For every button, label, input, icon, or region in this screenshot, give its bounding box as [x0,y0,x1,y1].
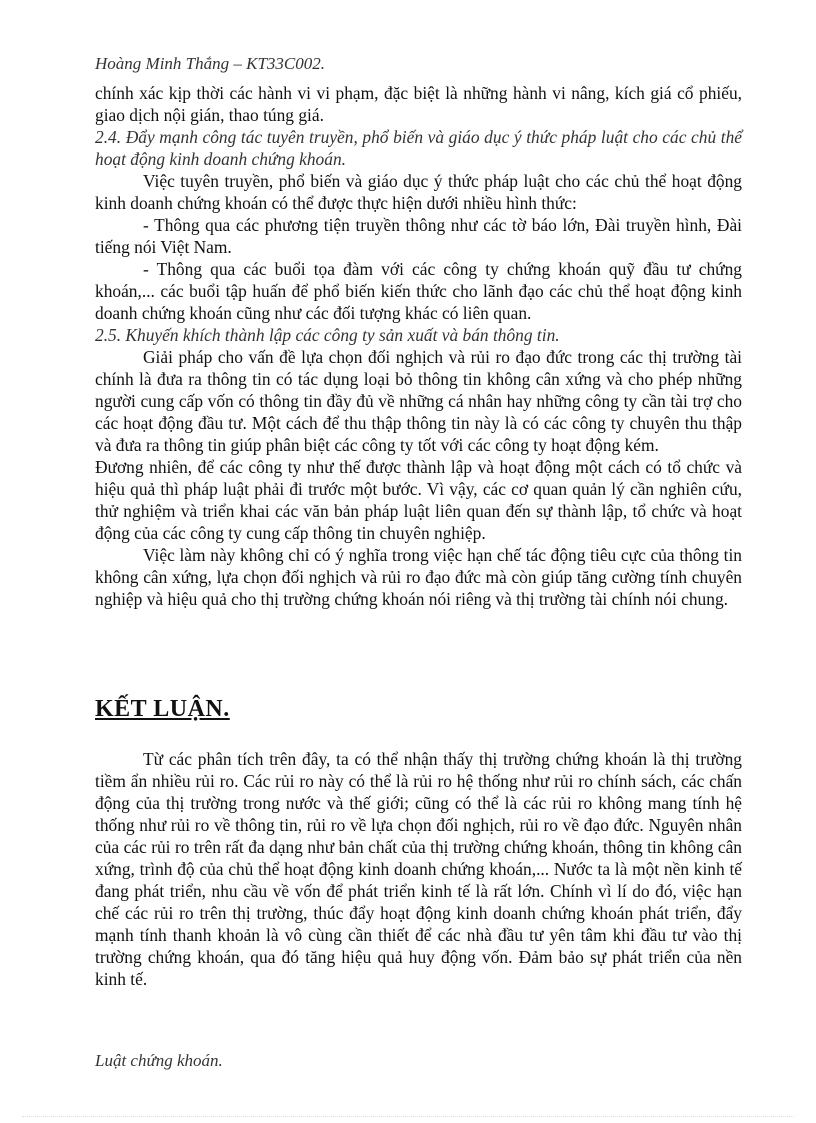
paragraph-propaganda: Việc tuyên truyền, phổ biến và giáo dục ý thức pháp luật cho các chủ thể hoạt động kinh doanh chứng khoán có thể được thực hiện dưới nhiều hình thức: [95,171,742,213]
paragraph-naturally: Đương nhiên, để các công ty như thế được thành lập và hoạt động một cách có tổ chức và hiệu quả thì pháp luật phải đi trước một bước. Vì vậy, các cơ quan quản lý cần nghiên cứu, thử nghiệm và triển khai các văn bản pháp luật liên quan đến sự thành lập, tổ chức và hoạt động của các công ty cung cấp thông tin chuyên nghiệp. [95,457,742,543]
bullet-media: - Thông qua các phương tiện truyền thông như các tờ báo lớn, Đài truyền hình, Đài tiếng nói Việt Nam. [95,215,742,257]
bullet-seminars: - Thông qua các buổi tọa đàm với các công ty chứng khoán quỹ đầu tư chứng khoán,... các buổi tập huấn để phổ biến kiến thức cho lãnh đạo các chủ thể hoạt động kinh doanh chứng khoán cũng như các đối tượng khác có liên quan. [95,259,742,323]
section-heading-2-4: 2.4. Đẩy mạnh công tác tuyên truyền, phổ biến và giáo dục ý thức pháp luật cho các chủ thể hoạt động kinh doanh chứng khoán. [95,127,742,169]
conclusion-section [95,748,742,990]
author-header: Hoàng Minh Thắng – KT33C002. [95,54,325,73]
paragraph-conclusion: Từ các phân tích trên đây, ta có thể nhận thấy thị trường chứng khoán là thị trường tiềm ẩn nhiều rủi ro. Các rủi ro này có thể là rủi ro hệ thống như rủi ro chính sách, các chấn động của thị trường trong nước và thế giới; cũng có thể là các rủi ro không mang tính hệ thống như rủi ro về thông tin, rủi ro về lựa chọn đối nghịch, rủi ro về đạo đức. Nguyên nhân của các rủi ro trên rất đa dạng như bản chất của thị trường chứng khoán, thông tin không cân xứng, trình độ của chủ thể hoạt động kinh doanh chứng khoán,... Nước ta là một nền kinh tế đang phát triển, nhu cầu về vốn để phát triển kinh tế là rất lớn. Chính vì lí do đó, việc hạn chế các rủi ro trên thị trường, thúc đẩy hoạt động kinh doanh chứng khoán phát triển, đẩy mạnh tính thanh khoản là vô cùng cần thiết để các nhà đầu tư yên tâm khi đầu tư vào thị trường chứng khoán, qua đó tăng hiệu quả huy động vốn. Đảm bảo sự phát triển của nền kinh tế. [95,749,742,989]
reference-footer: Luật chứng khoán. [95,1051,223,1070]
paragraph-continuation: chính xác kịp thời các hành vi vi phạm, đặc biệt là những hành vi nâng, kích giá cổ phiếu, giao dịch nội gián, thao túng giá. [95,83,742,125]
top-section [95,82,742,610]
paragraph-solution: Giải pháp cho vấn đề lựa chọn đối nghịch và rủi ro đạo đức trong các thị trường tài chính là đưa ra thông tin có tác dụng loại bỏ thông tin không cân xứng và cho phép những người cung cấp vốn có thông tin đầy đủ về những cá nhân hay những công ty cần tài trợ cho các hoạt động đầu tư. Một cách để thu thập thông tin này là có các công ty chuyên thu thập và đưa ra thông tin giúp phân biệt các công ty tốt với các công ty hoạt động kém. [95,347,742,455]
page-bottom-divider [22,1116,794,1117]
conclusion-heading: KẾT LUẬN. [95,696,230,722]
section-heading-2-5: 2.5. Khuyến khích thành lập các công ty sản xuất và bán thông tin. [95,325,560,345]
paragraph-significance: Việc làm này không chỉ có ý nghĩa trong việc hạn chế tác động tiêu cực của thông tin không cân xứng, lựa chọn đối nghịch và rủi ro đạo đức mà còn giúp tăng cường tính chuyên nghiệp và hiệu quả cho thị trường chứng khoán nói riêng và thị trường tài chính nói chung. [95,545,742,609]
